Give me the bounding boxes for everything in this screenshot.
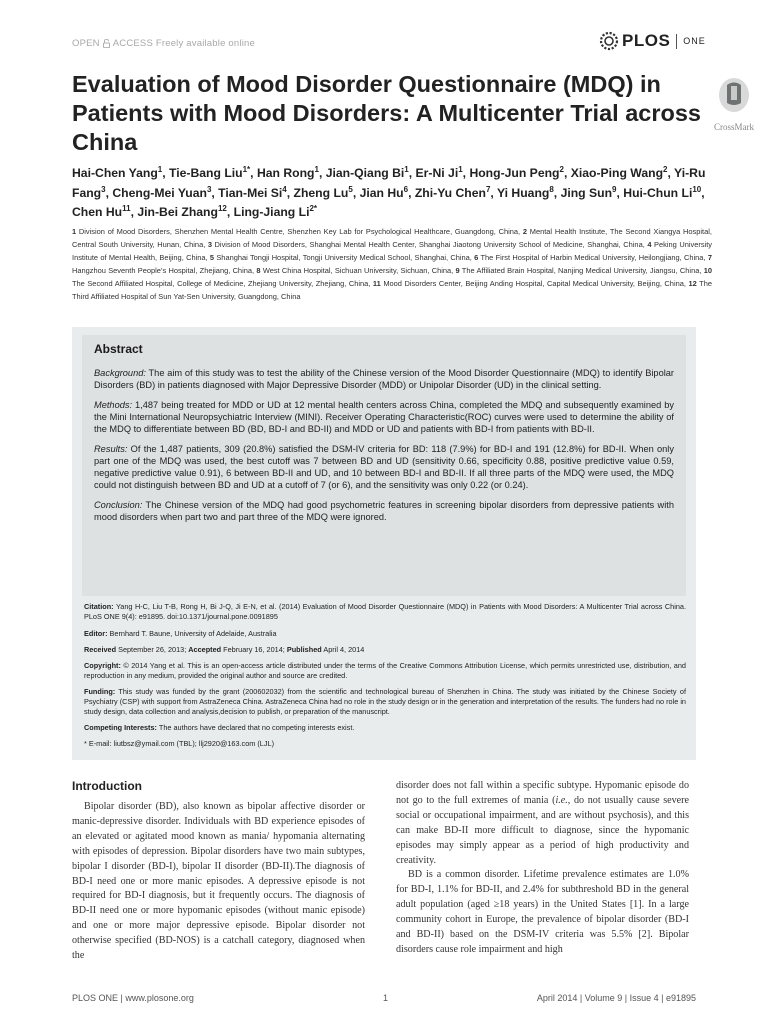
affiliation-text: Mood Disorders Center, Beijing Anding Hospital, Capital Medical University, Beijing, China, (383, 278, 686, 288)
author-name: Jing Sun (560, 185, 613, 200)
affiliation-text: Division of Mood Disorders, Shanghai Mental Health Center, Shanghai Jiaotong University School of Medicine, Shanghai, China, (214, 239, 645, 249)
author-affiliation-marker: 10 (692, 184, 702, 194)
author-affiliation-marker: 1 (157, 164, 163, 174)
article-title: Evaluation of Mood Disorder Questionnaire (MDQ) in Patients with Mood Disorders: A Multicenter Trial across China (72, 71, 701, 155)
abstract-section-text: The aim of this study was to test the ability of the Chinese version of the Mood Disorder Questionnaire (MDQ) to identify Bipolar Disorders (BD) in patients diagnosed with Major Depressive Disorder (MDD) or Unipolar Disorder (UD) in the clinical setting. (94, 368, 674, 390)
copyright: Copyright: © 2014 Yang et al. This is an open-access article distributed under the terms of the Creative Commons Attribution License, which permits unrestricted use, distribution, and reproduction in any medium, provided the original author and source are credited. (84, 661, 686, 681)
author-list: Hai-Chen Yang$^1$, Tie-Bang Liu$^{1*}$, Han Rong$^1$, Jian-Qiang Bi$^1$, Er-Ni Ji$^1$, Hong-Jun Peng$^2$, Xiao-Ping Wang$^2$, Yi-Ru Fang$^3$, Cheng-Mei Yuan$^3$, Tian-Mei Si$^4$, Zheng Lu$^5$, Jian Hu$^6$, Zhi-Yu Chen$^7$, Yi Huang$^8$, Jing Sun$^9$, Hui-Chun Li$^{10}$, Chen Hu$^{11}$, Jin-Bei Zhang$^{12}$, Ling-Jiang $Li^{2*}$ (72, 164, 706, 219)
author-affiliation-marker: 5 (348, 184, 353, 194)
citation: Citation: Yang H-C, Liu T-B, Rong H, Bi J-Q, Ji E-N, et al. (2014) Evaluation of Mood Disorder Questionnaire (MDQ) in Patients with Mood Disorders: A Multicenter Trial across China. PLoS ONE 9(4): e91895. doi:10.1371/journal.pone.0091895 (84, 602, 686, 622)
author-name: Hui-Chun Li (623, 185, 693, 200)
affiliation-number: 9 (455, 265, 460, 275)
author-affiliation-marker: 11 (122, 203, 131, 213)
abstract-heading: Abstract (94, 342, 143, 356)
author-name: Er-Ni Ji (415, 166, 459, 180)
author-affiliation-marker: 4 (282, 184, 287, 194)
footer-journal: PLOS ONE | www.plosone.org (72, 993, 194, 1003)
open-lock-icon (103, 39, 110, 48)
author-affiliation-marker: 2 (663, 164, 668, 174)
affiliation-text: Peking University Institute of Mental Health, Beijing, China, (72, 239, 712, 262)
page-number: 1 (383, 993, 389, 1003)
author-affiliation-marker: 3 (206, 184, 212, 194)
author-affiliation-marker: 1* (242, 164, 251, 174)
affiliation-text: Hangzhou Seventh People’s Hospital, Zhejiang, China, (72, 265, 255, 275)
funding: Funding: This study was funded by the grant (200602032) from the scientific and technological bureau of Shenzhen in China. The study was initiated by the Chinese Society of Psychiatry (CSP) with support from AstraZeneca China. AstraZeneca China had no role in the study design or in the generation and interpretation of the results. The funders had no role in study design, data collection and analysis,decision to publish, or preparation of the manuscript. (84, 687, 686, 717)
author-name: Tie-Bang Liu (169, 166, 243, 180)
author-affiliation-marker: 1 (404, 164, 409, 174)
abstract-section-label: Methods: (94, 400, 133, 410)
open-access-badge (72, 38, 255, 49)
author-name: Tian-Mei Si (218, 185, 283, 200)
affiliation-number: 12 (688, 278, 697, 288)
author-affiliation-marker: 2 (559, 164, 564, 174)
author-name: Han Rong (256, 166, 315, 180)
affiliation-text: Shanghai Tongji Hospital, Tongji University Medical School, Shanghai, China, (216, 252, 472, 262)
affiliation-text: West China Hospital, Sichuan University, Sichuan, China, (262, 265, 454, 275)
affiliation-number: 5 (209, 252, 215, 262)
competing-interests: Competing Interests: The authors have declared that no competing interests exist. (84, 723, 355, 732)
affiliation-number: 7 (707, 252, 712, 262)
author-affiliation-marker: 7 (485, 184, 491, 194)
abstract-section-text: Of the 1,487 patients, 309 (20.8%) satisfied the DSM-IV criteria for BD: 118 (7.9%) for BD-I and 191 (12.8%) for BD-II. When only part one of the MDQ was used, the best cutoff was 7 between BD and UD (sensitivity 0.66, specificity 0.88, positive predictive value 0.59, negative predictive value 0.91), 6 between BD-II and UD, and 10 between BD-I and BD-II. If all three parts of the MDQ were used, the MDQ could not distinguish between BD and UD at a cutoff of 7 (or 6), and the sensitivity was only 0.22 (or 0.24). (94, 444, 674, 490)
abstract-section-label: Results: (94, 444, 128, 454)
footer-issue: April 2014 | Volume 9 | Issue 4 | e91895 (536, 993, 696, 1003)
affiliation-number: 11 (372, 278, 381, 288)
logo-divider (676, 34, 677, 49)
abstract-section (94, 443, 674, 491)
affiliation-number: 2 (522, 227, 527, 236)
author-name: Zhi-Yu Chen (414, 185, 486, 200)
editor: Editor: Bernhard T. Baune, University of Adelaide, Australia (84, 629, 277, 638)
abstract-section-text: The Chinese version of the MDQ had good psychometric features in screening bipolar disorders from depressive patients with mood disorders when part two and part three of the MDQ were ignored. (94, 500, 674, 522)
open-access-text: ACCESS Freely available online (112, 38, 255, 49)
affiliation-number: 1 (72, 227, 77, 236)
affiliation-number: 4 (647, 239, 652, 249)
author-affiliation-marker: 1 (314, 164, 319, 174)
email-line: * E-mail: liutbsz@ymail.com (TBL); llj2920@163.com (LJL) (84, 739, 274, 748)
author-name: Yi Huang (496, 185, 550, 200)
journal-logo (598, 30, 706, 52)
one-wordmark: ONE (683, 36, 706, 46)
author-name: Chen Hu (72, 205, 123, 219)
author-affiliation-marker: 12 (217, 203, 227, 213)
affiliation-number: 10 (703, 265, 712, 275)
author-name: Cheng-Mei Yuan (112, 185, 207, 200)
author-affiliation-marker: 3 (101, 184, 106, 194)
author-affiliation-marker: 1 (458, 164, 463, 174)
paragraph: disorder does not fall within a specific subtype. Hypomanic episode do not go to the full extremes of mania (i.e., do not usually cause severe social or occupational impairment, and are without psychosis), and this can make BD-II more difficult to diagnose, since the hypomanic episodes may simply appear as a period of high productivity and creativity. (396, 780, 690, 866)
plos-wordmark: PLOS (622, 31, 671, 50)
abstract-section (94, 499, 674, 523)
abstract-section-label: Background: (94, 368, 146, 378)
abstract-section (94, 399, 674, 435)
author-name: Ling-Jiang Li (233, 205, 310, 219)
body-column-left (72, 800, 365, 964)
affiliation-text: Division of Mood Disorders, Shenzhen Mental Health Centre, Shenzhen Key Lab for Psychological Healthcare, Guangdong, China, (78, 227, 521, 236)
paragraph: BD is a common disorder. Lifetime prevalence estimates are 1.0% for BD-I, 1.1% for BD-II, and 2.4% for subthreshold BD in the general adult population (aged ≥18 years) in the United States [1]. In a large community cohort in Europe, the prevalence of bipolar disorder (BD-I and BD-II) based on the DSM-IV criteria was 5.5% [2]. Bipolar disorders cause role impairment and high (396, 869, 689, 955)
author-affiliation-marker: 2* (309, 203, 318, 213)
author-name: Yi-Ru Fang (72, 166, 706, 200)
author-name: Jian Hu (359, 185, 404, 200)
abstract-section-label: Conclusion: (94, 500, 143, 510)
author-name: Zheng Lu (293, 185, 349, 200)
crossmark-icon (716, 76, 752, 116)
affiliation-text: The Second Affiliated Hospital, College of Medicine, Zhejiang University, Zhejiang, China, (72, 278, 371, 288)
author-affiliation-marker: 9 (612, 184, 617, 194)
author-affiliation-marker: 6 (403, 184, 409, 194)
paragraph: Bipolar disorder (BD), also known as bipolar affective disorder or manic-depressive disorder. Individuals with BD experience episodes of an elevated or agitated mood known as mania/ hypomania alternating with episodes of depression. Bipolar disorders have two main subtypes, bipolar I disorder (BD-I), bipolar II disorder (BD-II).The diagnosis of BD-I need one or more manic episodes. A depressive episode is not required for BD-I diagnosis, but it frequently occurs. The diagnosis of BD-II need one or more hypomanic episodes (without manic episode) and one or more major depressive episode. Bipolar disorder not otherwise specified (BD-NOS) is a catchall category, diagnosed when the (72, 801, 365, 962)
body-column-right (396, 779, 689, 958)
author-name: Jian-Qiang Bi (325, 166, 405, 180)
affiliation-text: The First Hospital of Harbin Medical University, Heilongjiang, China, (480, 252, 706, 262)
affiliation-number: 3 (207, 239, 212, 249)
affiliations (72, 226, 712, 303)
section-heading-introduction: Introduction (72, 779, 142, 793)
author-name: Hong-Jun Peng (469, 166, 560, 180)
abstract-panel (72, 327, 696, 760)
abstract-body (82, 335, 686, 596)
author-affiliation-marker: 8 (549, 184, 554, 194)
affiliation-number: 8 (256, 265, 261, 275)
crossmark-label: CrossMark (714, 122, 754, 132)
dates: Received September 26, 2013; Accepted February 16, 2014; Published April 4, 2014 (84, 645, 365, 654)
abstract-section-text: 1,487 being treated for MDD or UD at 12 mental health centers across China, completed the MDQ and subsequently examined by the Mini International Neuropsychiatric Interview (MINI). Receiver Operating Characteristic(ROC) curves were used to determine the ability of the MDQ to differentiate between BD (BD, BD-I and BD-II) and MDD or UD and patients with BD-I from patients with BD-II. (94, 400, 674, 434)
affiliation-text: The Affiliated Brain Hospital, Nanjing Medical University, Jiangsu, China, (461, 265, 702, 275)
plos-logo-icon (598, 30, 620, 52)
author-name: Hai-Chen Yang (72, 166, 158, 180)
affiliation-number: 6 (474, 252, 479, 262)
author-name: Xiao-Ping Wang (570, 166, 664, 180)
affiliation-text: The Third Affiliated Hospital of Sun Yat-Sen University, Guangdong, China (72, 278, 712, 301)
affiliation-text: Mental Health Institute, The Second Xiangya Hospital, Central South University, Hunan, China, (72, 227, 712, 249)
crossmark-badge[interactable] (704, 76, 764, 132)
open-access-label: OPEN (72, 38, 100, 49)
abstract-section (94, 367, 674, 391)
author-name: Jin-Bei Zhang (137, 205, 218, 219)
